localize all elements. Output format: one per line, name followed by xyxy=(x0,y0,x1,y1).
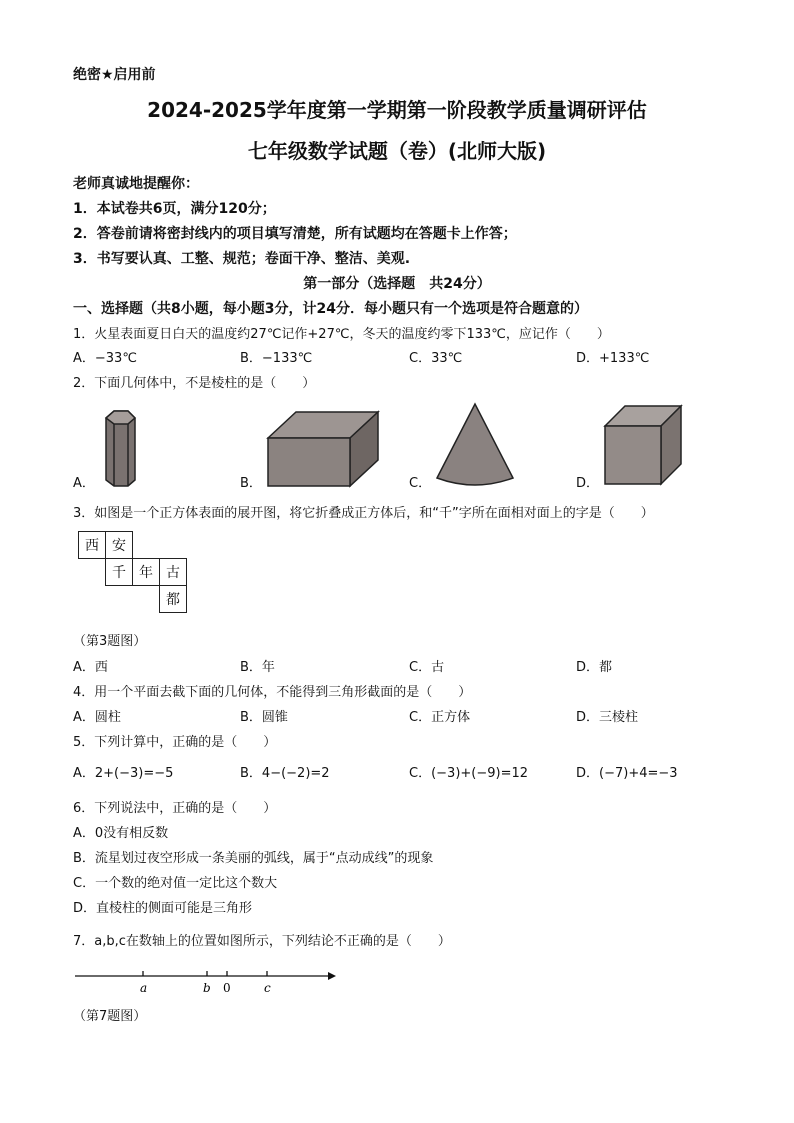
option-c: C．(−3)+(−9)=12 xyxy=(409,766,529,781)
option-a: A． xyxy=(73,476,95,491)
point-label-a: a xyxy=(140,981,148,995)
option-a: A．−33℃ xyxy=(73,351,137,366)
cuboid-figure xyxy=(266,408,381,488)
option-a: A．圆柱 xyxy=(73,710,121,725)
cone-figure xyxy=(435,402,515,492)
question-stem: 3．如图是一个正方体表面的展开图，将它折叠成正方体后，和“千”字所在面相对面上的字是（ ） xyxy=(73,506,654,521)
point-label-b: b xyxy=(203,981,211,995)
notice-item: 3．书写要认真、工整、规范；卷面干净、整洁、美观. xyxy=(73,251,411,267)
option-c: C．一个数的绝对值一定比这个数大 xyxy=(73,876,278,891)
origin-label: 0 xyxy=(223,981,231,995)
figure-caption: （第3题图） xyxy=(73,634,147,649)
option-b: B．流星划过夜空形成一条美丽的弧线，属于“点动成线”的现象 xyxy=(73,851,434,866)
question-stem: 6．下列说法中，正确的是（ ） xyxy=(73,801,277,816)
option-b: B． xyxy=(240,476,262,491)
option-d: D．直棱柱的侧面可能是三角形 xyxy=(73,901,253,916)
question-stem: 2．下面几何体中，不是棱柱的是（ ） xyxy=(73,376,316,391)
part-title: 第一部分（选择题 共24分） xyxy=(303,276,491,292)
exam-title: 2024-2025学年度第一学期第一阶段教学质量调研评估 xyxy=(147,98,647,122)
section-heading: 一、选择题（共8小题，每小题3分，计24分．每小题只有一个选项是符合题意的） xyxy=(73,301,588,317)
option-d: D．(−7)+4=−3 xyxy=(576,766,678,781)
secret-label: 绝密★启用前 xyxy=(73,67,156,83)
cube-figure xyxy=(603,404,683,486)
question-stem: 1．火星表面夏日白天的温度约27℃记作+27℃，冬天的温度约零下133℃，应记作（ ） xyxy=(73,327,610,342)
option-a: A．西 xyxy=(73,660,108,675)
notice-heading: 老师真诚地提醒你： xyxy=(73,176,199,192)
option-c: C．古 xyxy=(409,660,445,675)
option-c: C．33℃ xyxy=(409,351,463,366)
option-b: B．圆锥 xyxy=(240,710,288,725)
notice-item: 2．答卷前请将密封线内的项目填写清楚，所有试题均在答题卡上作答； xyxy=(73,226,517,242)
option-a: A．2+(−3)=−5 xyxy=(73,766,174,781)
notice-item: 1．本试卷共6页，满分120分； xyxy=(73,201,276,217)
net-face: 年 xyxy=(132,558,160,586)
exam-subtitle: 七年级数学试题（卷）(北师大版) xyxy=(247,139,547,163)
option-a: A．0没有相反数 xyxy=(73,826,169,841)
option-d: D．三棱柱 xyxy=(576,710,639,725)
option-c: C．正方体 xyxy=(409,710,471,725)
net-face: 安 xyxy=(105,531,133,559)
hexagonal-prism-figure xyxy=(100,408,140,488)
net-face: 都 xyxy=(159,585,187,613)
option-d: D． xyxy=(576,476,600,491)
option-c: C． xyxy=(409,476,432,491)
question-stem: 4．用一个平面去截下面的几何体，不能得到三角形截面的是（ ） xyxy=(73,685,472,700)
question-stem: 7．a,b,c在数轴上的位置如图所示，下列结论不正确的是（ ） xyxy=(73,934,451,949)
option-d: D．都 xyxy=(576,660,613,675)
option-d: D．+133℃ xyxy=(576,351,650,366)
net-face: 千 xyxy=(105,558,133,586)
option-b: B．−133℃ xyxy=(240,351,313,366)
number-line-figure xyxy=(70,962,340,998)
question-stem: 5．下列计算中，正确的是（ ） xyxy=(73,735,277,750)
option-b: B．年 xyxy=(240,660,275,675)
option-b: B．4−(−2)=2 xyxy=(240,766,330,781)
figure-caption: （第7题图） xyxy=(73,1009,147,1024)
net-face: 古 xyxy=(159,558,187,586)
point-label-c: c xyxy=(264,981,271,995)
net-face: 西 xyxy=(78,531,106,559)
